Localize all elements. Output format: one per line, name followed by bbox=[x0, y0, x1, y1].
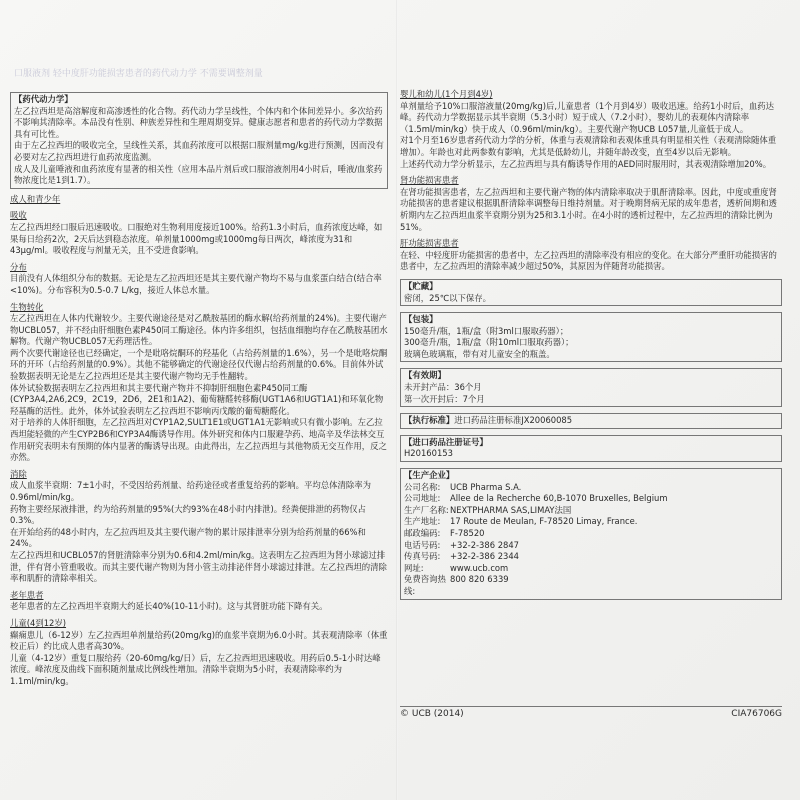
standard-section bbox=[400, 413, 782, 429]
pk-intro-3: 成人及儿童唾液和血药浓度有显著的相关性（应用本品片剂后或口服溶液剂用4小时后，唾液/血浆药物浓度比是1到1.7）。 bbox=[14, 163, 383, 186]
pk-intro-2: 由于左乙拉西坦的吸收完全，呈线性关系，其血药浓度可以根据口服剂量mg/kg进行预测，因而没有必要对左乙拉西坦进行血药浓度监测。 bbox=[14, 140, 384, 162]
manufacturer-key: 网址: bbox=[404, 562, 424, 573]
manufacturer-header: 【生产企业】 bbox=[404, 470, 455, 481]
manufacturer-value: +32-2-386 2847 bbox=[450, 539, 520, 550]
infant-text: 单剂量给予10%口服溶液量(20mg/kg)后,儿童患者（1个月到4岁）吸收迅速。给药1小时后，血药达峰。药代动力学数据显示其半衰期（5.3小时）短于成人（7.2小时），婴幼儿的表观体内清除率（1.5ml/min/kg）快于成人（0.96ml/min/kg）。主要代谢产物UCB L057量,儿童低于成人。 bbox=[400, 100, 775, 134]
manufacturer-value: 17 Route de Meulan, F-78520 Limay, France. bbox=[450, 516, 638, 527]
adults-title: 成人和青少年 bbox=[10, 193, 61, 204]
manufacturer-row bbox=[404, 516, 778, 528]
manufacturer-row bbox=[404, 574, 778, 597]
manufacturer-value: +32-2-386 2344 bbox=[450, 551, 520, 562]
distribution-text: 目前没有人体组织分布的数据。无论是左乙拉西坦还是其主要代谢产物均不易与血浆蛋白结合(结合率<10%)。分布容积为0.5-0.7 L/kg，接近人体总水量。 bbox=[10, 273, 382, 295]
elimination-title: 消除 bbox=[10, 468, 27, 479]
manufacturer-key: 电话号码: bbox=[404, 539, 441, 550]
standard-label: 【执行标准】 bbox=[404, 415, 455, 426]
validity-header: 【有效期】 bbox=[404, 370, 446, 381]
absorption-text: 左乙拉西坦经口服后迅速吸收。口服绝对生物利用度接近100%。给药1.3小时后，血药浓度达峰，如果每日给药2次，2天后达到稳态浓度。单剂量1000mg或1000mg每日两次，峰浓度为31和43μg/ml。吸收程度与剂量无关，且不受进食影响。 bbox=[10, 221, 383, 256]
left-column bbox=[10, 86, 388, 688]
hepatic-title: 肝功能损害患者 bbox=[400, 238, 459, 249]
absorption-title: 吸收 bbox=[10, 210, 27, 221]
manufacturer-row bbox=[404, 563, 778, 575]
manufacturer-key: 公司地址: bbox=[404, 493, 441, 504]
manufacturer-value: F-78520 bbox=[450, 528, 485, 538]
page-footer bbox=[400, 706, 782, 719]
manufacturer-key: 公司名称: bbox=[404, 481, 441, 492]
page-fold bbox=[396, 0, 398, 800]
bleed-through-text: 口服液剂 轻中度肝功能损害患者的药代动力学 不需要调整剂量 bbox=[14, 69, 263, 79]
storage-header: 【贮藏】 bbox=[404, 280, 438, 291]
pk-intro: 左乙拉西坦是高溶解度和高渗透性的化合物。药代动力学呈线性，个体内和个体间差异小。多次给药不影响其清除率。本品没有性别、种族差异性和生理周期变异。健康志愿者和患者的药代动力学数据具有可比性。 bbox=[14, 105, 383, 139]
hepatic-text: 在轻、中轻度肝功能损害的患者中，左乙拉西坦的清除率没有相应的变化。在大部分严重肝功能损害的患者中，左乙拉西坦的清除率减少超过50%，其原因为伴随肾功能损害。 bbox=[400, 249, 777, 272]
elderly-text: 老年患者的左乙拉西坦半衰期大约延长40%(10-11小时)。这与其肾脏功能下降有关。 bbox=[10, 601, 328, 612]
infant-text-2: 对1个月至16岁患者药代动力学的分析，体重与表观清除和表观体重具有明显相关性（表观清除随体重增加）。年龄也对此两参数有影响，尤其是低龄幼儿，并随年龄改变，直至4岁以后无影响。 bbox=[400, 135, 777, 157]
manufacturer-value: www.ucb.com bbox=[450, 562, 509, 573]
manufacturer-key: 生产地址: bbox=[404, 516, 441, 527]
metabolism-text: 左乙拉西坦在人体内代谢较少。主要代谢途径是对乙酰胺基团的酶水解(给药剂量的24%)。主要代谢产物UCBL057，并不经由肝细胞色素P450同工酶途径。体内许多组织，包括血细胞均存在乙酰胺基团水解物。代谢产物UCBL057无药理活性。 bbox=[10, 313, 388, 347]
manufacturer-row bbox=[404, 505, 778, 517]
distribution-title: 分布 bbox=[10, 261, 27, 272]
children-text: 癫痫患儿（6-12岁）左乙拉西坦单剂量给药(20mg/kg)的血浆半衰期为6.0小时。其表观清除率（体重校正后）约比成人患者高30%。 bbox=[10, 629, 388, 652]
renal-text: 在肾功能损害患者，左乙拉西坦和主要代谢产物的体内清除率取决于肌酐清除率。因此，中度或重度肾功能损害的患者建议根据肌酐清除率调整每日维持剂量。对于晚期肾病无尿的成年患者，透析间期和透析期内左乙拉西坦血浆半衰期分别为25和3.1小时。在4小时的透析过程中，左乙拉西坦的清除比例为51%。 bbox=[400, 186, 777, 232]
elimination-text-3: 在开始给药的48小时内，左乙拉西坦及其主要代谢产物的累计尿排泄率分别为给药剂量的66%和24%。 bbox=[10, 526, 366, 549]
manufacturer-row bbox=[404, 482, 778, 494]
package-section bbox=[400, 312, 782, 362]
infant-title: 婴儿和幼儿(1个月到4岁) bbox=[400, 89, 493, 99]
metabolism-text-2: 两个次要代谢途径也已经确定，一个是吡咯烷酮环的羟基化（占给药剂量的1.6%），另一个是吡咯烷酮环的开环（占给药剂量的0.9%）。其他不能够确定的代谢途径仅代谢占给药剂量的0.6%。目前体外试验数据表明无论是左乙拉西坦还是其主要代谢产物均无手性翻转。 bbox=[10, 347, 388, 382]
manufacturer-row bbox=[404, 540, 778, 552]
manufacturer-row bbox=[404, 493, 778, 505]
right-column bbox=[400, 84, 782, 600]
package-line: 150毫升/瓶，1瓶/盒（附3ml口服取药器）； bbox=[404, 325, 569, 336]
metabolism-title: 生物转化 bbox=[10, 301, 44, 312]
elimination-text-4: 左乙拉西坦和UCBL057的肾脏清除率分别为0.6和4.2ml/min/kg。这表明左乙拉西坦为肾小球滤过排泄，伴有肾小管重吸收。而其主要代谢产物则为肾小管主动排泌伴肾小球滤过排泄。左乙拉西坦的清除率和肌酐的清除率相关。 bbox=[10, 549, 387, 584]
approval-value: H20160153 bbox=[404, 448, 453, 459]
manufacturer-value: 800 820 6339 bbox=[450, 574, 509, 585]
renal-title: 肾功能损害患者 bbox=[400, 175, 459, 186]
pk-header: 【药代动力学】 bbox=[14, 94, 73, 104]
elderly-title: 老年患者 bbox=[10, 589, 44, 600]
manufacturer-key: 传真号码: bbox=[404, 551, 441, 562]
metabolism-text-3: 体外试验数据表明左乙拉西坦和其主要代谢产物并不抑制肝细胞色素P450同工酶(CYP3A4,2A6,2C9，2C19，2D6，2E1和1A2)、葡萄糖醛转移酶(UGT1A6和UGT1A1)和环氧化物羟基酶的活性。此外，体外试验表明左乙拉西坦不影响丙戊酸的葡萄糖醛化。 bbox=[10, 382, 384, 416]
children-title: 儿童(4到12岁) bbox=[10, 617, 67, 628]
package-line: 300毫升/瓶，1瓶/盒（附10ml口服取药器）； bbox=[404, 337, 574, 348]
manufacturer-key: 邮政编码: bbox=[404, 528, 441, 538]
elimination-text: 成人血浆半衰期：7±1小时，不受因给药剂量、给药途径或者重复给药的影响。平均总体清除率为0.96ml/min/kg。 bbox=[10, 480, 372, 502]
manufacturer-section bbox=[400, 468, 782, 600]
manufacturer-row bbox=[404, 528, 778, 540]
validity-line: 第一次开封后：7个月 bbox=[404, 393, 485, 404]
infant-text-3: 上述药代动力学分析显示，左乙拉西坦与具有酶诱导作用的AED同时服用时，其表观清除增加20%。 bbox=[400, 158, 772, 169]
approval-section bbox=[400, 435, 782, 462]
manufacturer-row bbox=[404, 551, 778, 563]
validity-section bbox=[400, 368, 782, 407]
document-code: CIA76706G bbox=[731, 709, 782, 719]
metabolism-text-4: 对于培养的人体肝细胞，左乙拉西坦对CYP1A2,SULT1E1或UGT1A1无影响或只有微小影响。左乙拉西坦能轻微的产生CYP2B6和CYP3A4酶诱导作用。体外研究和体内口服避孕药、地高辛及华法林交互作用研究表明未有预期的体内显著的酶诱导出现。由此得出，左乙拉西坦与其他物质无交互作用，反之亦然。 bbox=[10, 417, 387, 463]
standard-value: 进口药品注册标准JX20060085 bbox=[454, 415, 573, 426]
package-line: 玻璃色玻璃瓶，带有对儿童安全的瓶盖。 bbox=[404, 348, 555, 359]
manufacturer-key: 免费咨询热线: bbox=[404, 574, 446, 596]
manufacturer-value: UCB Pharma S.A. bbox=[450, 481, 522, 492]
approval-header: 【进口药品注册证号】 bbox=[404, 436, 488, 447]
manufacturer-value: Allee de la Recherche 60,B-1070 Bruxelles, Belgium bbox=[450, 493, 668, 504]
children-text-2: 儿童（4-12岁）重复口服给药（20-60mg/kg/日）后，左乙拉西坦迅速吸收。用药后0.5-1小时达峰浓度。峰浓度及曲线下面积随剂量成比例线性增加。清除半衰期为5小时，表观清除率约为1.1ml/min/kg。 bbox=[10, 652, 381, 686]
manufacturer-value: NEXTPHARMA SAS,LIMAY法国 bbox=[450, 504, 572, 515]
storage-text: 密闭，25℃以下保存。 bbox=[404, 292, 492, 303]
package-header: 【包装】 bbox=[404, 314, 438, 325]
storage-section bbox=[400, 279, 782, 306]
validity-line: 未开封产品：36个月 bbox=[404, 382, 482, 393]
pharmacokinetics-section bbox=[10, 92, 388, 189]
copyright-text: © UCB (2014) bbox=[400, 709, 464, 719]
manufacturer-key: 生产厂名称: bbox=[404, 504, 449, 515]
elimination-text-2: 药物主要经尿液排泄，约为给药剂量的95%(大约93%在48小时内排泄)。经粪便排泄的药物仅占0.3%。 bbox=[10, 503, 366, 526]
